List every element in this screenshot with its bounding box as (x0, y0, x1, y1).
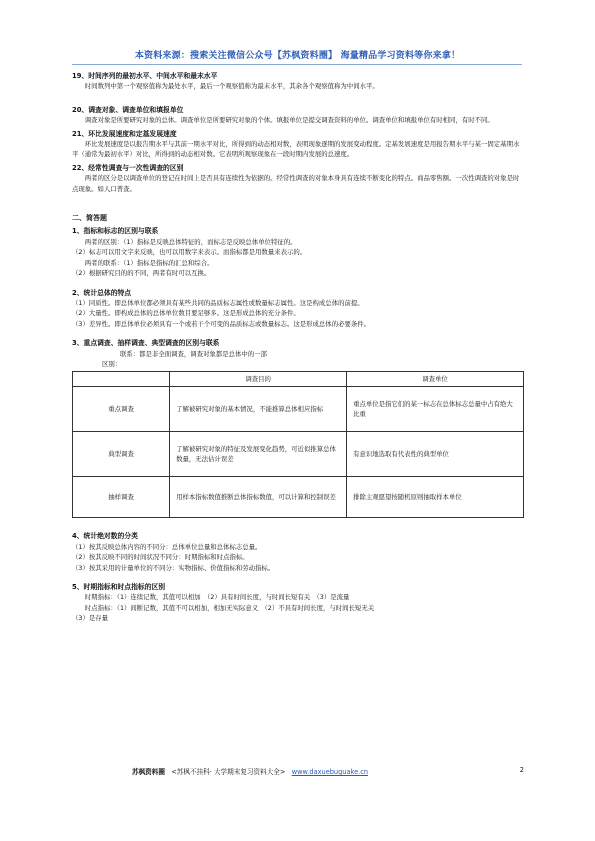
table-cell: 了解被研究对象的特征及发展变化趋势，可近似推算总体数量，无法估计误差 (170, 432, 347, 477)
table-header-cell: 调查单位 (347, 372, 524, 387)
table-row (73, 432, 524, 477)
page-number: 2 (519, 766, 524, 774)
term-body: 调查对象是所要研究对象的总体。调查单位是所要研究对象的个体。填报单位是提交调查资料的单位。调查单位和填报单位有时相同，有时不同。 (84, 116, 494, 125)
header-banner: 本资料来源：搜索关注微信公众号【苏枫资料圈】 海量精品学习资料等你来拿！ (134, 51, 461, 61)
answer-line: 两者的区别：（1）指标是反映总体特征的，而标志是反映总体单位特征的。 (84, 237, 297, 246)
answer-line: （2）大量性。即构成总体的总体单位数目要足够多。这是形成总体的充分条件。 (72, 309, 300, 318)
question-1 (72, 226, 524, 278)
term-heading: 21、环比发展速度和定基发展速度 (72, 129, 177, 138)
question-3 (72, 338, 524, 518)
table-cell: 用样本指标数值推断总体指标数值，可以计算和控制误差 (170, 477, 347, 518)
term-heading: 20、调查对象、调查单位和填报单位 (72, 105, 184, 114)
answer-line: （1）同质性。即总体单位都必须具有某些共同的品质标志属性或数量标志属性。这是构成总体的前提。 (72, 298, 364, 307)
question-heading: 4、统计绝对数的分类 (72, 532, 138, 541)
term-heading: 22、经常性调查与一次性调查的区别 (72, 163, 184, 172)
term-body: 时间数列中第一个观察值称为最处水平，最后一个观察值称为最末水平，其余各个观察值称为中间水平。 (84, 82, 379, 91)
answer-line: （3）差异性。即总体单位必须具有一个或若干个可变的品质标志或数量标志。这是形成总体的必要条件。 (72, 319, 371, 328)
answer-line: 两者的联系：（1）指标是指标的汇总和综合。 (84, 258, 214, 267)
footer-link[interactable]: www.daxuebuguake.cn (291, 768, 369, 776)
table-header-cell: 调查目的 (170, 372, 347, 387)
term-22 (72, 163, 524, 194)
footer-brand: 苏枫资料圈 (132, 768, 165, 776)
term-21 (72, 129, 524, 160)
table-cell: 重点单位是指它们的某一标志在总体标志总量中占有绝大比重 (347, 387, 524, 432)
question-heading: 2、统计总体的特点 (72, 288, 132, 297)
spacer (72, 194, 524, 204)
answer-line: （2）根据研究目的的不同，两者有时可以互换。 (72, 269, 211, 278)
question-2 (72, 288, 524, 330)
table-cell: 典型调查 (73, 432, 170, 477)
section-title: 二、简答题 (72, 214, 107, 223)
answer-line: （2）按其反映不同的时间状况不同分：时期指标和时点指标。 (72, 553, 249, 562)
spacer (72, 92, 524, 102)
term-19 (72, 71, 524, 92)
question-5 (72, 582, 524, 624)
table-cell: 了解被研究对象的基本情况，不能推算总体相应指标 (170, 387, 347, 432)
spacer (72, 573, 524, 579)
table-row (73, 387, 524, 432)
question-heading: 5、时期指标和时点指标的区别 (72, 582, 166, 591)
answer-line: （3）是存量 (72, 614, 109, 623)
table-cell: 排除主观愿望按随机原则抽取样本单位 (347, 477, 524, 518)
answer-line: （3）按其采用的计量单位的不同分：实物指标、价值指标和劳动指标。 (72, 563, 275, 572)
page-content (72, 68, 524, 624)
answer-line: 时点指标：（1）间断记数，其值不可以相加，相加无实际意义 （2）不具有时间长度，与时间长短无关 (84, 603, 375, 612)
table-cell: 抽样调查 (73, 477, 170, 518)
table-header-cell (73, 372, 170, 387)
header-divider (72, 64, 522, 65)
term-body: 两者的区分是以调查单位的登记在时间上是否具有连续性为依据的。经常性调查的对象本身具有连续不断变化的特点。商品零售额。一次性调查的对象是时点现象。如人口普查。 (72, 174, 520, 193)
spacer (72, 518, 524, 528)
comparison-table (72, 371, 524, 518)
question-heading: 3、重点调查、抽样调查、典型调查的区别与联系 (72, 339, 220, 348)
table-cell: 重点调查 (73, 387, 170, 432)
footer-left (132, 766, 368, 776)
question-4 (72, 531, 524, 573)
answer-line: 联系：都是非全面调查，调查对象都是总体中的一部 (120, 349, 267, 358)
term-body: 环比发展速度是以报告期水平与其前一期水平对比，所得到的动态相对数，表明现象逐期的发展变动程度。定基发展速度是用报告期水平与某一固定基期水平（通常为最初水平）对比，所得到的动态相对数。它表明所观察现象在一段时期内发展的总速度。 (72, 140, 520, 159)
answer-line: （2）标志可以用文字来反映，也可以用数字来表示。而指标都是用数量来表示的。 (72, 248, 307, 257)
table-row (73, 477, 524, 518)
answer-line: 时期指标：（1）连续记数，其值可以相加 （2）具有时间长度，与时间长短有关 （3）是流量 (84, 593, 350, 602)
table-header-row (73, 372, 524, 387)
spacer (72, 329, 524, 335)
term-20 (72, 105, 524, 126)
footer-series: <苏枫不挂科· 大学期末复习资料大全> (171, 768, 286, 776)
answer-line: （1）按其反映总体内容的不同分：总体单位总量和总体标志总量。 (72, 542, 262, 551)
spacer (72, 279, 524, 285)
question-heading: 1、指标和标志的区别与联系 (72, 227, 159, 236)
term-heading: 19、时间序列的最初水平、中间水平和最末水平 (72, 72, 218, 80)
answer-line: 区别： (102, 359, 122, 368)
table-cell: 有意识地选取有代表性的典型单位 (347, 432, 524, 477)
